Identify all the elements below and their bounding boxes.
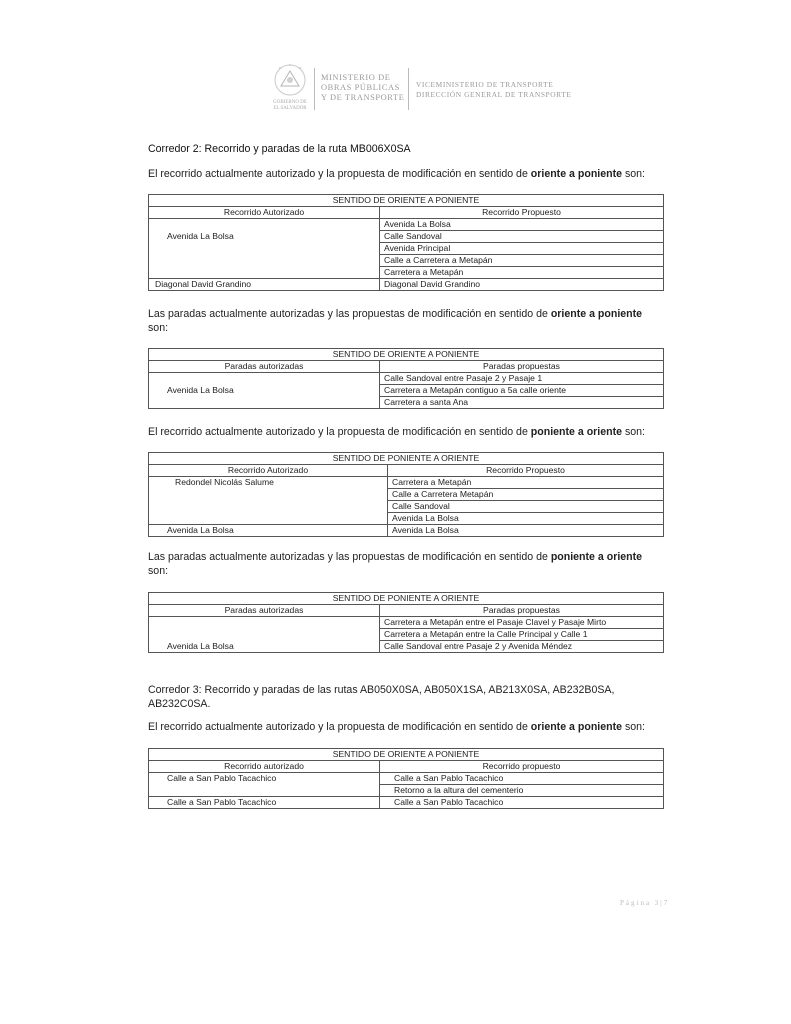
- page-number: Página 3|7: [620, 899, 670, 907]
- viceministry-name: VICEMINISTERIO DE TRANSPORTE DIRECCIÓN GENERAL DE TRANSPORTE: [416, 80, 572, 99]
- paragraph: El recorrido actualmente autorizado y la propuesta de modificación en sentido de oriente a poniente son:: [148, 721, 645, 733]
- letterhead: [268, 62, 588, 114]
- header-divider: [408, 68, 409, 110]
- ministry-name: MINISTERIO DE OBRAS PÚBLICAS Y DE TRANSPORTE: [321, 73, 405, 102]
- header-divider: [314, 68, 315, 110]
- section-title-corredor-2: Corredor 2: Recorrido y paradas de la ruta MB006X0SA: [148, 143, 411, 155]
- paragraph: Las paradas actualmente autorizadas y las propuestas de modificación en sentido de poniente a oriente son:: [148, 551, 643, 577]
- stops-table: SENTIDO DE PONIENTE A ORIENTE Paradas autorizadas Paradas propuestas Carretera a Metapán entre el Pasaje Clavel y Pasaje Mirto Carretera a Metapán entre la Calle Principal y Calle 1 Avenida La Bolsa Calle Sandoval entre Pasaje 2 y Avenida Méndez: [148, 592, 664, 653]
- route-table: SENTIDO DE ORIENTE A PONIENTE Recorrido Autorizado Recorrido Propuesto Avenida La Bolsa Avenida La Bolsa Calle Sandoval Avenida Principal Calle a Carretera a Metapán Carretera a Metapán Diagonal David Grandino Diagonal David Grandino: [148, 194, 664, 291]
- section-title-corredor-3: Corredor 3: Recorrido y paradas de las rutas AB050X0SA, AB050X1SA, AB213X0SA, AB232B0SA, AB232C0SA.: [148, 684, 615, 710]
- route-table: SENTIDO DE PONIENTE A ORIENTE Recorrido Autorizado Recorrido Propuesto Redondel Nicolás Salume Carretera a Metapán Calle a Carretera Metapán Calle Sandoval Avenida La Bolsa Avenida La Bolsa Avenida La Bolsa: [148, 452, 664, 537]
- paragraph: Las paradas actualmente autorizadas y las propuestas de modificación en sentido de oriente a poniente son:: [148, 308, 643, 334]
- paragraph: El recorrido actualmente autorizado y la propuesta de modificación en sentido de oriente a poniente son:: [148, 168, 645, 180]
- government-seal-icon: GOBIERNO DE EL SALVADOR: [268, 62, 312, 112]
- paragraph: El recorrido actualmente autorizado y la propuesta de modificación en sentido de poniente a oriente son:: [148, 426, 645, 438]
- stops-table: SENTIDO DE ORIENTE A PONIENTE Paradas autorizadas Paradas propuestas Calle Sandoval entre Pasaje 2 y Pasaje 1 Avenida La Bolsa Carretera a Metapán contiguo a 5a calle oriente Carretera a santa Ana: [148, 348, 664, 409]
- route-table: SENTIDO DE ORIENTE A PONIENTE Recorrido autorizado Recorrido propuesto Calle a San Pablo Tacachico Calle a San Pablo Tacachico Retorno a la altura del cementerio Calle a San Pablo Tacachico Calle a San Pablo Tacachico: [148, 748, 664, 809]
